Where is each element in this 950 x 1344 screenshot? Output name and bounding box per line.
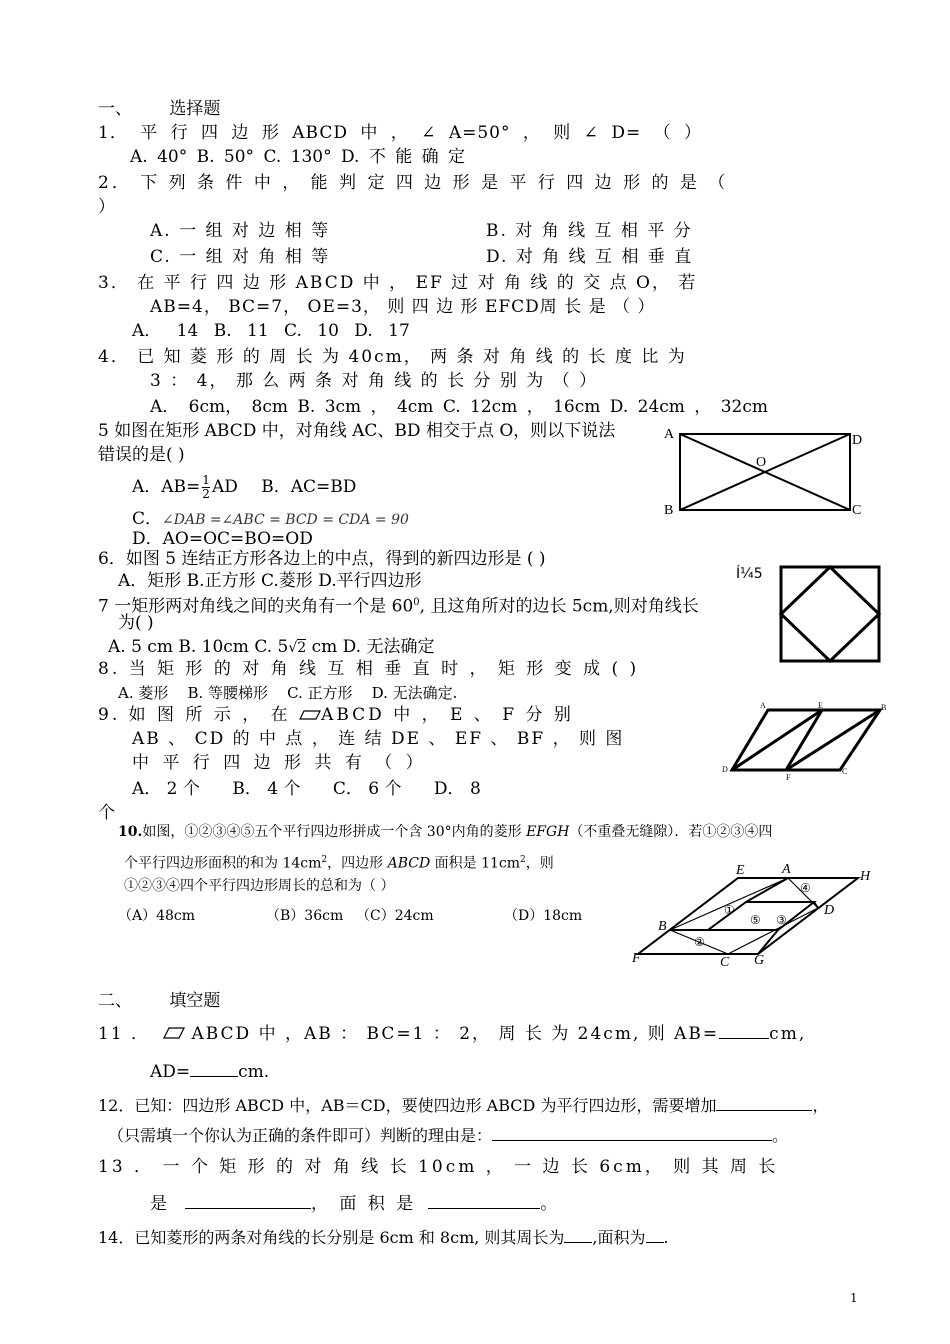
question-2-stem-end: ）: [98, 197, 115, 217]
svg-text:E: E: [736, 863, 745, 878]
section-label: 选择题: [169, 99, 221, 119]
svg-text:H: H: [860, 869, 871, 884]
question-3-stem: 3． 在 平 行 四 边 形 ABCD 中 ， EF 过 对 角 线 的 交 点 O， 若: [98, 273, 698, 293]
svg-text:③: ③: [776, 913, 787, 927]
fraction: $\frac{1}{2}$: [202, 473, 210, 501]
question-10-option-b: （B）36cm: [266, 908, 344, 924]
question-4-stem: 4． 已 知 菱 形 的 周 长 为 40cm， 两 条 对 角 线 的 长 度 比 为: [98, 347, 687, 367]
question-10-stem-2: 个平行四边形面积的和为 $14cm^2$，四边形 ABCD 面积是 $11cm^2$，则: [124, 855, 554, 872]
answer-blank-ab[interactable]: [719, 1022, 769, 1039]
answer-blank-rhombus-perimeter[interactable]: [564, 1226, 592, 1243]
question-4-stem-2: 3 ： 4， 那 么 两 条 对 角 线 的 长 分 别 为 （ ）: [150, 371, 599, 391]
question-10-stem-3: ①②③④四个平行四边形周长的总和为（ ）: [124, 878, 395, 894]
parallelogram-figure: [720, 700, 890, 784]
svg-text:⑤: ⑤: [750, 913, 761, 927]
question-7-stem: 7 一矩形两对角线之间的夹角有一个是 $60^0$, 且这角所对的边长 5cm,则对角线长: [98, 596, 699, 617]
parallelogram-symbol: [163, 1023, 185, 1035]
figure-5-label: Í¼5: [736, 566, 763, 582]
parallelogram-symbol: [299, 704, 321, 714]
svg-text:B: B: [881, 703, 887, 712]
section-title-1: [98, 98, 220, 120]
question-9-options: A． 2 个 B． 4 个 C． 6 个 D． 8: [132, 779, 481, 799]
question-10-option-c: （C）24cm: [356, 908, 434, 924]
question-5-stem: 5 如图在矩形 ABCD 中，对角线 AC、BD 相交于点 O，则以下说法: [98, 421, 616, 441]
question-9-stem: 9. 如 图 所 示 ， 在 ABCD 中 ， E 、 F 分 别: [98, 705, 574, 725]
answer-blank-perimeter[interactable]: [185, 1192, 311, 1209]
question-9-tail: 个: [98, 803, 115, 823]
question-5-option-c: C．∠DAB =∠ABC = BCD = CDA = 90: [132, 509, 409, 529]
svg-text:F: F: [632, 951, 641, 966]
svg-text:F: F: [786, 773, 791, 782]
svg-text:①: ①: [724, 903, 735, 917]
question-2-option-d: D. 对 角 线 互 相 垂 直: [486, 247, 694, 267]
question-5-option-d: D．AO=OC=BO=OD: [132, 529, 313, 549]
svg-text:C: C: [842, 767, 848, 776]
question-7-stem-2: 为( ): [118, 613, 154, 633]
center-o: O: [756, 455, 767, 470]
question-9-stem-3: 中 平 行 四 边 形 共 有 （ ）: [132, 753, 427, 773]
question-1-stem: 1． 平 行 四 边 形 ABCD 中 ， ∠ A=50° ， 则 ∠ D= （ ）: [98, 123, 703, 143]
section-label: 填空题: [169, 991, 221, 1011]
question-13-stem: 13 ． 一 个 矩 形 的 对 角 线 长 10cm ， 一 边 长 6cm， 则 其 周 长: [98, 1157, 779, 1177]
answer-blank-reason[interactable]: [492, 1124, 772, 1141]
square-midpoint-figure: [776, 562, 886, 666]
svg-text:B: B: [658, 919, 667, 934]
question-12-stem-2: （只需填一个你认为正确的条件即可）判断的理由是： 。: [108, 1126, 789, 1145]
question-2-option-c: C. 一 组 对 角 相 等: [150, 247, 331, 267]
vertex-c: C: [852, 503, 862, 518]
question-1-options: A. 40° B. 50° C. 130° D. 不 能 确 定: [130, 147, 466, 167]
svg-text:A: A: [782, 862, 791, 877]
question-8-stem: 8. 当 矩 形 的 对 角 线 互 相 垂 直 时 ， 矩 形 变 成 ( ): [98, 659, 640, 679]
question-3-stem-2: AB=4， BC=7， OE=3， 则 四 边 形 EFCD周 长 是 （ ）: [150, 297, 656, 317]
question-9-stem-2: AB 、 CD 的 中 点 ， 连 结 DE 、 EF 、 BF ， 则 图: [132, 729, 625, 749]
page-number: 1: [850, 1291, 858, 1305]
question-5-stem-2: 错误的是( ): [98, 445, 185, 465]
question-6-options: A．矩形 B.正方形 C.菱形 D.平行四边形: [118, 571, 422, 591]
svg-text:D: D: [824, 903, 835, 918]
svg-text:A: A: [760, 701, 766, 710]
section-number: 二、: [98, 991, 132, 1011]
svg-text:C: C: [720, 955, 730, 970]
svg-text:G: G: [754, 953, 765, 968]
svg-text:④: ④: [800, 881, 811, 895]
question-8-options: A. 菱形 B. 等腰梯形 C. 正方形 D. 无法确定.: [118, 684, 458, 702]
answer-blank-area[interactable]: [428, 1192, 540, 1209]
question-2-option-a: A. 一 组 对 边 相 等: [150, 221, 331, 241]
question-3-options: A． 14 B. 11 C. 10 D. 17: [132, 321, 410, 341]
rhombus-figure: [628, 858, 878, 974]
question-14-stem: 14．已知菱形的两条对角线的长分别是 6cm 和 8cm, 则其周长为 ,面积为 .: [98, 1228, 669, 1247]
svg-text:D: D: [722, 765, 728, 774]
question-10-option-a: （A）48cm: [118, 908, 196, 924]
answer-blank-rhombus-area[interactable]: [646, 1226, 664, 1243]
question-4-options: A． 6cm， 8cm B. 3cm ， 4cm C. 12cm ， 16cm D. 24cm ， 32cm: [150, 397, 768, 417]
answer-blank-ad[interactable]: [190, 1060, 238, 1077]
svg-text:E: E: [818, 701, 823, 710]
answer-blank-condition[interactable]: [716, 1094, 812, 1111]
question-7-options: A. 5 cm B. 10cm C. 5√2 cm D. 无法确定: [108, 637, 435, 657]
question-6-stem: 6．如图 5 连结正方形各边上的中点，得到的新四边形是 ( ): [98, 549, 546, 569]
question-11-stem: 11 ． ABCD 中 ，AB ： BC=1 ： 2， 周 长 为 24cm, 则 AB= cm,: [98, 1024, 807, 1044]
question-5-option-a: A．AB= $\frac{1}{2}$ AD B．AC=BD: [132, 473, 357, 501]
angle-equation: ∠DAB =∠ABC = BCD = CDA = 90: [162, 512, 409, 528]
section-number: 一、: [98, 99, 132, 119]
question-13-stem-2: 是 ， 面 积 是 。: [150, 1194, 558, 1214]
question-2-option-b: B. 对 角 线 互 相 平 分: [486, 221, 693, 241]
question-10-stem: 10.如图，①②③④⑤五个平行四边形拼成一个含 30°内角的菱形 EFGH（不重叠无缝隙）．若①②③④四: [118, 824, 773, 840]
section-title-2: [98, 990, 220, 1012]
vertex-a: A: [664, 427, 675, 442]
sqrt-sign: √: [288, 640, 298, 656]
question-12-stem: 12．已知：四边形 ABCD 中，AB＝CD，要使四边形 ABCD 为平行四边形，需要增加 ，: [98, 1096, 829, 1115]
vertex-b: B: [664, 503, 674, 518]
rectangle-figure: [660, 424, 870, 524]
question-2-stem: 2． 下 列 条 件 中 ， 能 判 定 四 边 形 是 平 行 四 边 形 的 是 （: [98, 173, 729, 193]
question-10-option-d: （D）18cm: [504, 908, 583, 924]
question-11-stem-2: AD= cm.: [150, 1062, 270, 1082]
svg-text:②: ②: [694, 935, 705, 949]
vertex-d: D: [852, 433, 863, 448]
